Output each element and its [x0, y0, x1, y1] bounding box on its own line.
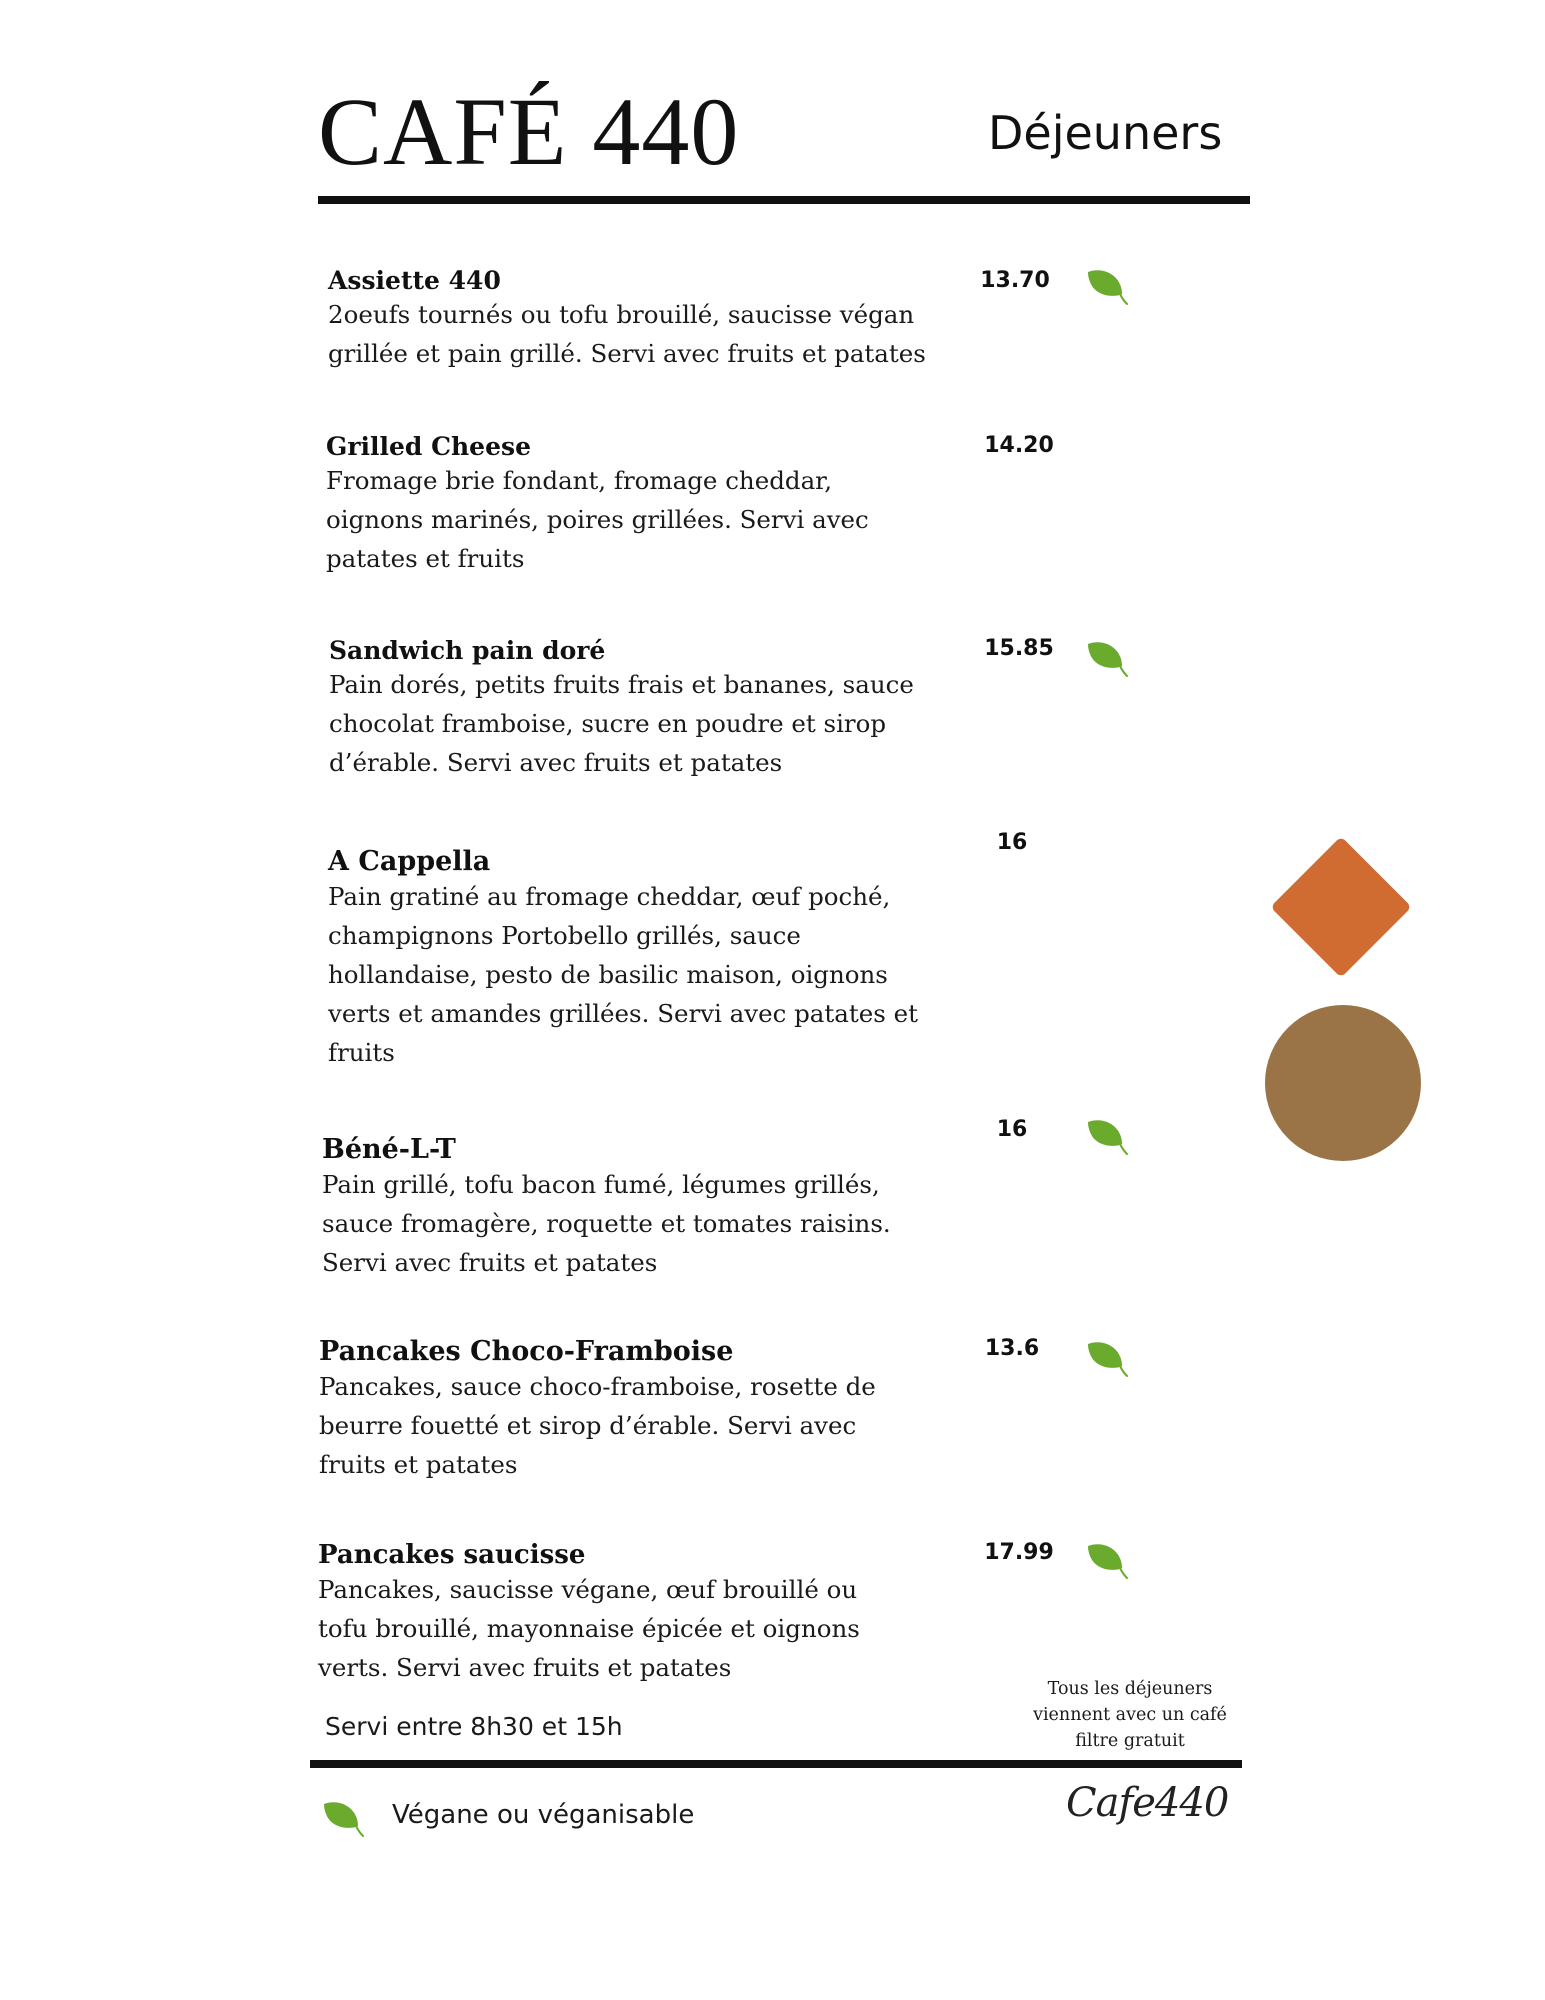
leaf-icon [320, 1796, 364, 1840]
menu-item [319, 1336, 919, 1484]
service-hours: Servi entre 8h30 et 15h [325, 1712, 623, 1741]
leaf-icon [1084, 1336, 1128, 1380]
item-description: Pain gratiné au fromage cheddar, œuf poché, champignons Portobello grillés, sauce hollandaise, pesto de basilic maison, oignons verts et amandes grillées. Servi avec patates et fruits [328, 882, 918, 1067]
item-name: Assiette 440 [328, 266, 501, 295]
item-price: 16 [996, 830, 1028, 855]
item-price: 17.99 [984, 1540, 1054, 1565]
menu-item [318, 1540, 908, 1687]
decorative-circle [1263, 1003, 1423, 1163]
menu-item [322, 1134, 922, 1282]
footer-rule [310, 1760, 1242, 1768]
item-price: 16 [996, 1117, 1028, 1142]
menu-item [328, 846, 934, 1072]
item-price: 13.70 [980, 268, 1050, 293]
header-rule [318, 196, 1250, 204]
item-description: Fromage brie fondant, fromage cheddar, oignons marinés, poires grillées. Servi avec patates et fruits [326, 466, 869, 573]
decorative-diamond [1256, 822, 1426, 992]
cafe-title: CAFÉ 440 [318, 78, 740, 185]
item-price: 13.6 [984, 1336, 1040, 1361]
menu-item [328, 266, 928, 373]
item-description: Pain grillé, tofu bacon fumé, légumes grillés, sauce fromagère, roquette et tomates raisins. Servi avec fruits et patates [322, 1170, 891, 1277]
leaf-icon [1084, 264, 1128, 308]
item-name: Pancakes saucisse [318, 1540, 586, 1570]
item-price: 14.20 [984, 433, 1054, 458]
item-price: 15.85 [984, 636, 1054, 661]
leaf-icon [1084, 636, 1128, 680]
section-title: Déjeuners [988, 106, 1223, 160]
item-description: Pancakes, saucisse végane, œuf brouillé ou tofu brouillé, mayonnaise épicée et oignons verts. Servi avec fruits et patates [318, 1575, 860, 1682]
menu-item [329, 636, 935, 782]
item-description: Pancakes, sauce choco-framboise, rosette de beurre fouetté et sirop d’érable. Servi avec fruits et patates [319, 1372, 876, 1479]
vegan-legend: Végane ou véganisable [392, 1800, 695, 1830]
leaf-icon [1084, 1538, 1128, 1582]
item-description: Pain dorés, petits fruits frais et bananes, sauce chocolat framboise, sucre en poudre et sirop d’érable. Servi avec fruits et patates [329, 670, 914, 777]
leaf-icon [1084, 1114, 1128, 1158]
item-name: A Cappella [328, 846, 491, 877]
menu-item [326, 432, 926, 578]
coffee-note: Tous les déjeuners viennent avec un café filtre gratuit [1033, 1679, 1227, 1751]
item-name: Pancakes Choco-Framboise [319, 1336, 734, 1367]
item-name: Béné-L-T [322, 1134, 456, 1165]
item-name: Sandwich pain doré [329, 636, 606, 665]
item-description: 2oeufs tournés ou tofu brouillé, saucisse végan grillée et pain grillé. Servi avec fruits et patates [328, 300, 926, 368]
signature: Cafe440 [1066, 1780, 1229, 1826]
item-name: Grilled Cheese [326, 432, 531, 461]
